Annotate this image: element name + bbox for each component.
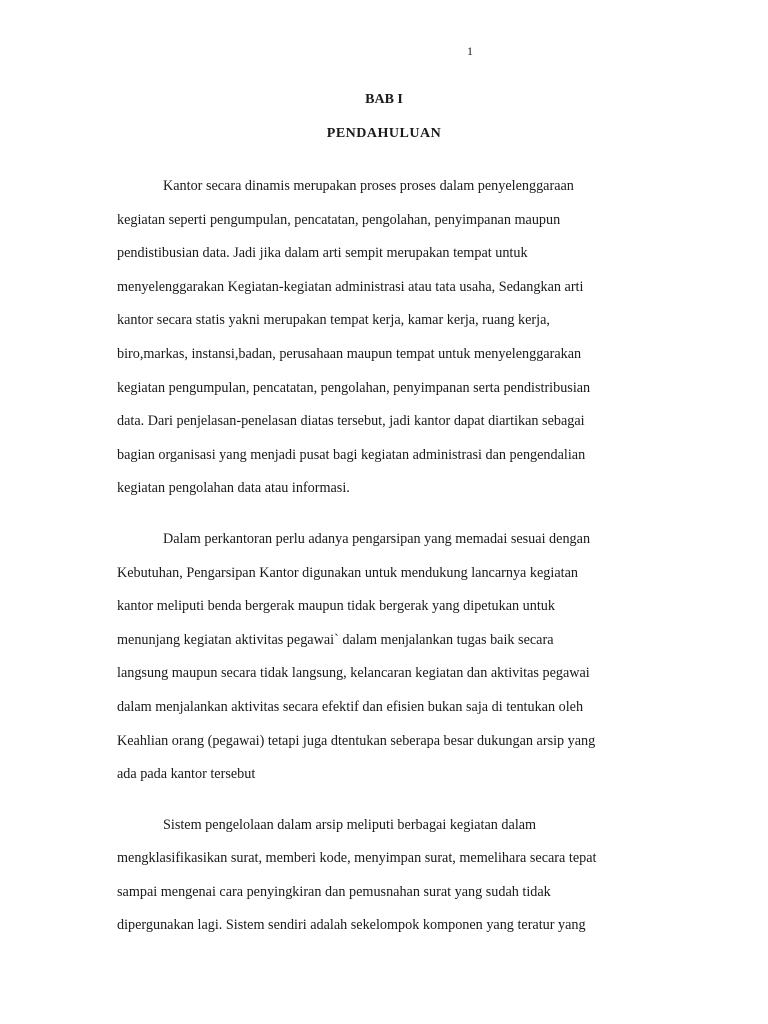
text-line: menunjang kegiatan aktivitas pegawai` dalam menjalankan tugas baik secara bbox=[117, 631, 554, 648]
text-line: kantor secara statis yakni merupakan tempat kerja, kamar kerja, ruang kerja, bbox=[117, 312, 550, 329]
text-line: bagian organisasi yang menjadi pusat bagi kegiatan administrasi dan pengendalian bbox=[117, 446, 586, 463]
text-line: kegiatan pengumpulan, pencatatan, pengolahan, penyimpanan serta pendistribusian bbox=[117, 379, 591, 396]
text-line: Kantor secara dinamis merupakan proses proses dalam penyelenggaraan bbox=[163, 178, 574, 194]
text-line: data. Dari penjelasan-penelasan diatas tersebut, jadi kantor dapat diartikan sebagai bbox=[117, 413, 585, 430]
text-line: Dalam perkantoran perlu adanya pengarsipan yang memadai sesuai dengan bbox=[163, 530, 591, 547]
text-line: kegiatan pengolahan data atau informasi. bbox=[117, 480, 350, 497]
paragraph bbox=[117, 809, 637, 943]
page-number: 1 bbox=[467, 44, 473, 58]
paragraph bbox=[117, 170, 637, 506]
chapter-heading: BAB I bbox=[365, 92, 403, 107]
text-line: langsung maupun secara tidak langsung, kelancaran kegiatan dan aktivitas pegawai bbox=[117, 665, 590, 682]
text-line: kegiatan seperti pengumpulan, pencatatan, pengolahan, penyimpanan maupun bbox=[117, 211, 561, 228]
text-line: biro,markas, instansi,badan, perusahaan maupun tempat untuk menyelenggarakan bbox=[117, 345, 582, 362]
text-line: mengklasifikasikan surat, memberi kode, menyimpan surat, memelihara secara tepat bbox=[117, 850, 597, 867]
text-line: Sistem pengelolaan dalam arsip meliputi berbagai kegiatan dalam bbox=[163, 816, 537, 833]
text-line: dalam menjalankan aktivitas secara efektif dan efisien bukan saja di tentukan oleh bbox=[117, 698, 584, 715]
text-line: sampai mengenai cara penyingkiran dan pemusnahan surat yang sudah tidak bbox=[117, 883, 551, 900]
text-line: kantor meliputi benda bergerak maupun tidak bergerak yang dipetukan untuk bbox=[117, 598, 555, 615]
text-line: pendistibusian data. Jadi jika dalam arti sempit merupakan tempat untuk bbox=[117, 245, 528, 262]
text-line: dipergunakan lagi. Sistem sendiri adalah sekelompok komponen yang teratur yang bbox=[117, 917, 586, 934]
body-text bbox=[117, 170, 637, 960]
paragraph bbox=[117, 523, 637, 792]
text-line: Kebutuhan, Pengarsipan Kantor digunakan untuk mendukung lancarnya kegiatan bbox=[117, 564, 578, 581]
text-line: menyelenggarakan Kegiatan-kegiatan administrasi atau tata usaha, Sedangkan arti bbox=[117, 278, 584, 295]
chapter-title: PENDAHULUAN bbox=[326, 126, 442, 141]
text-line: ada pada kantor tersebut bbox=[117, 766, 256, 783]
text-line: Keahlian orang (pegawai) tetapi juga dtentukan seberapa besar dukungan arsip yang bbox=[117, 732, 596, 749]
